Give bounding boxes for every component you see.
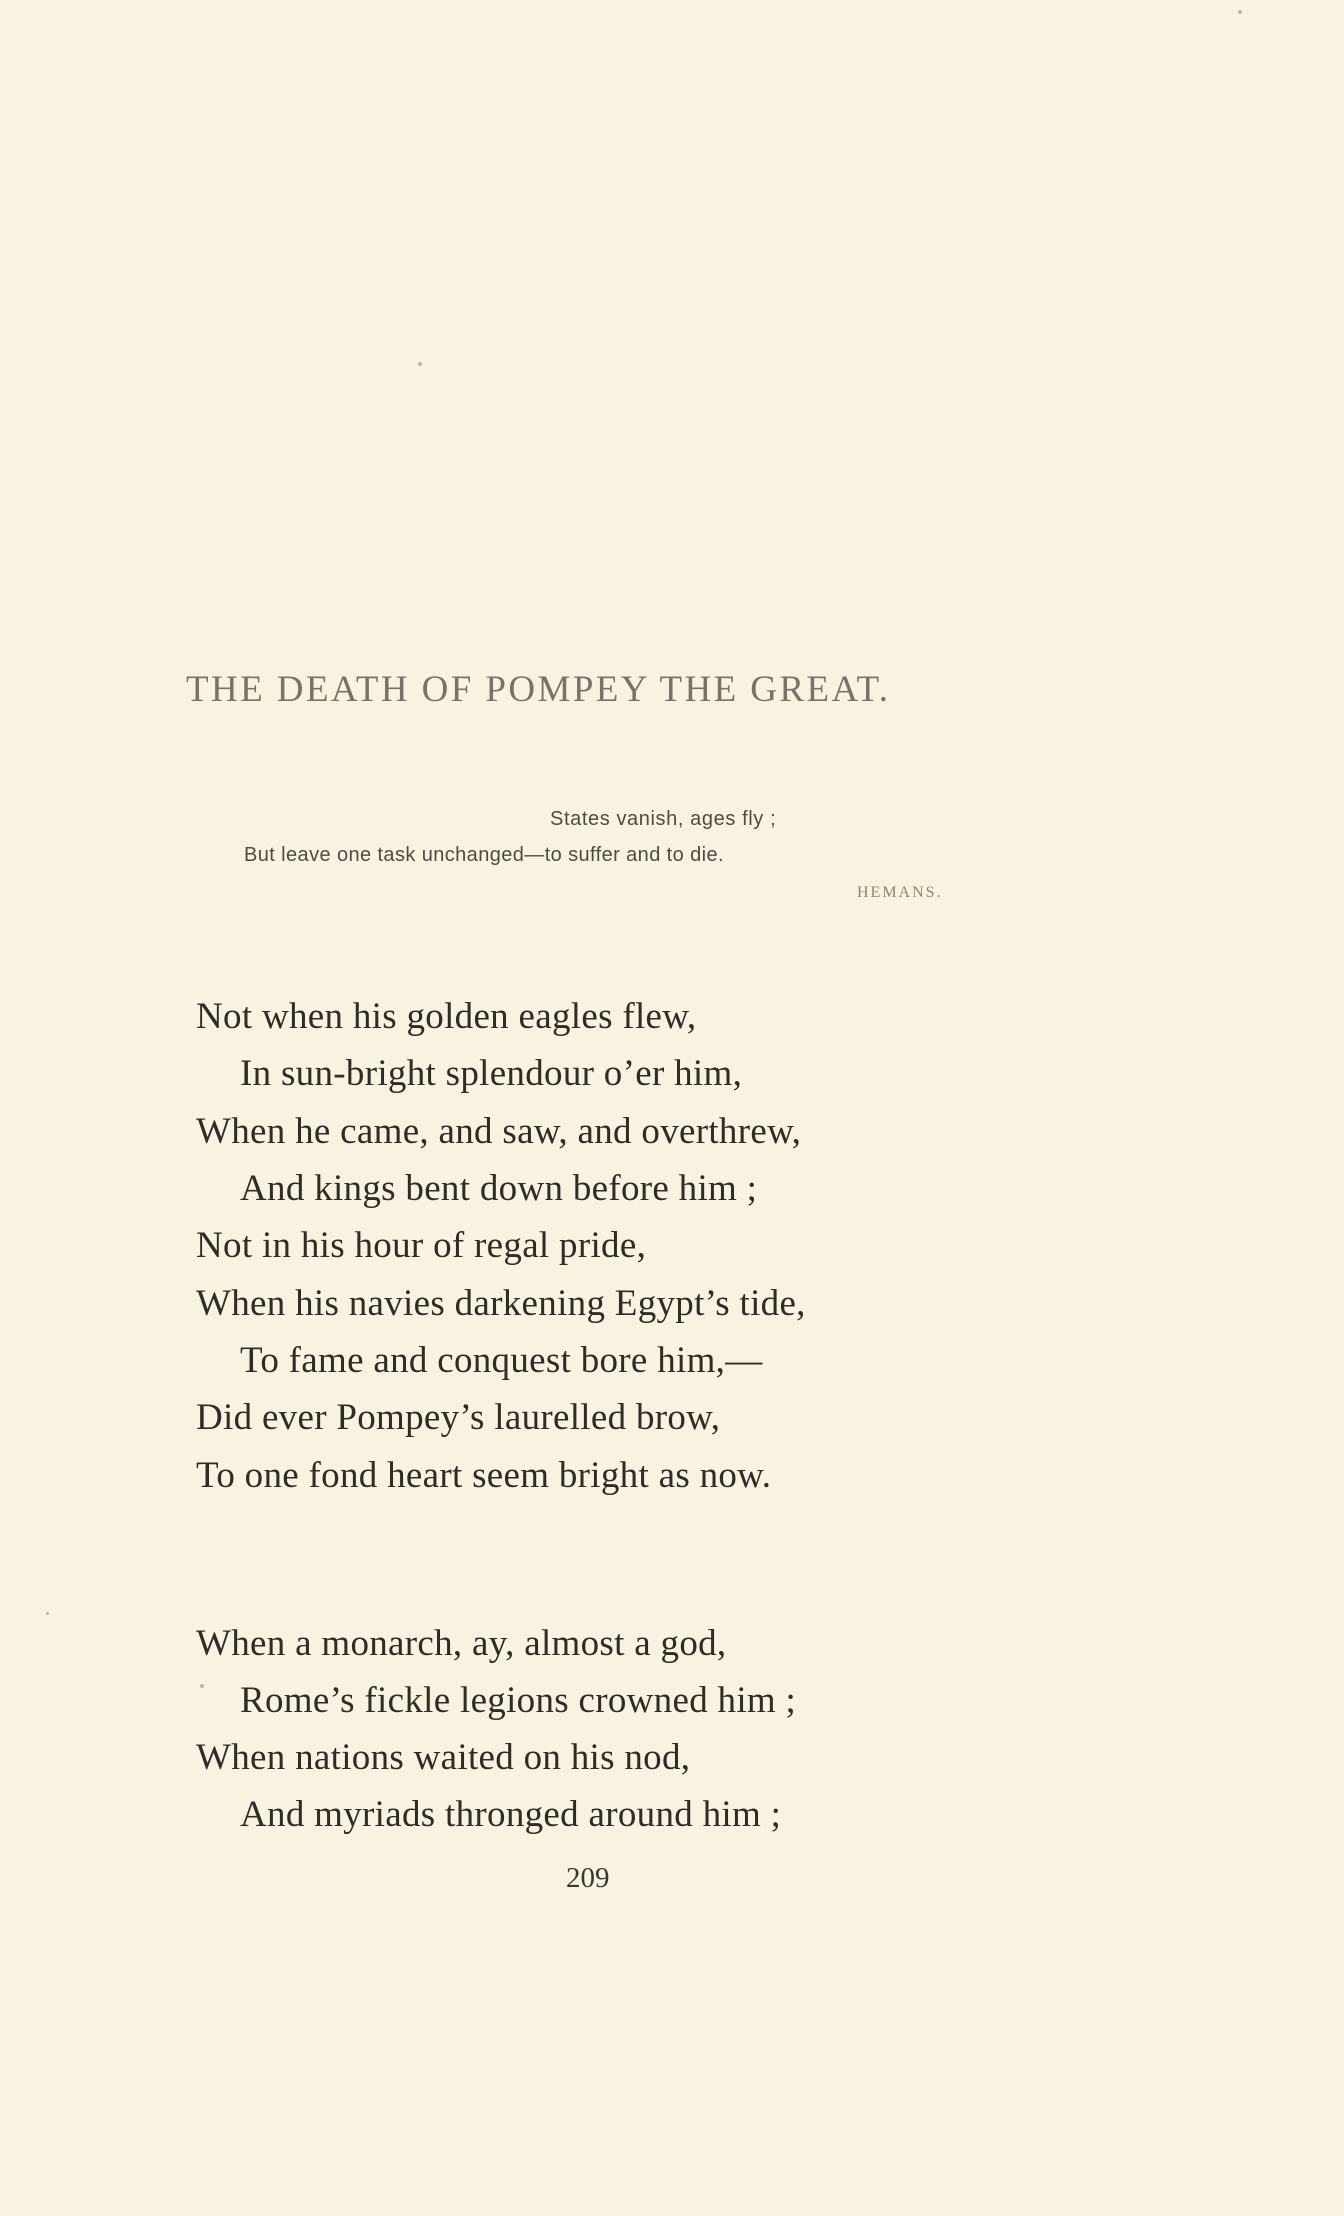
epigraph-line: But leave one task unchanged—to suffer and to die. xyxy=(244,844,724,866)
verse-line: And myriads thronged around him ; xyxy=(240,1794,782,1835)
verse-line: In sun-bright splendour o’er him, xyxy=(240,1053,743,1094)
epigraph-attribution: HEMANS. xyxy=(857,884,943,901)
paper-speck xyxy=(200,1684,204,1688)
verse-line: When he came, and saw, and overthrew, xyxy=(196,1111,802,1152)
verse-line: When a monarch, ay, almost a god, xyxy=(196,1623,727,1664)
verse-line: To one fond heart seem bright as now. xyxy=(196,1455,772,1496)
verse-line: When his navies darkening Egypt’s tide, xyxy=(196,1283,806,1324)
verse-line: To fame and conquest bore him,— xyxy=(240,1340,763,1381)
epigraph-line: States vanish, ages fly ; xyxy=(550,808,777,830)
page-number: 209 xyxy=(566,1862,610,1894)
verse-line: Not in his hour of regal pride, xyxy=(196,1225,647,1266)
paper-speck xyxy=(46,1612,49,1615)
verse-line: Not when his golden eagles flew, xyxy=(196,996,697,1037)
paper-speck xyxy=(1238,10,1242,14)
verse-line: Rome’s fickle legions crowned him ; xyxy=(240,1680,797,1721)
poem-title: THE DEATH OF POMPEY THE GREAT. xyxy=(186,669,891,710)
verse-line: And kings bent down before him ; xyxy=(240,1168,758,1209)
paper-speck xyxy=(418,362,422,366)
verse-line: When nations waited on his nod, xyxy=(196,1737,691,1778)
verse-line: Did ever Pompey’s laurelled brow, xyxy=(196,1397,721,1438)
